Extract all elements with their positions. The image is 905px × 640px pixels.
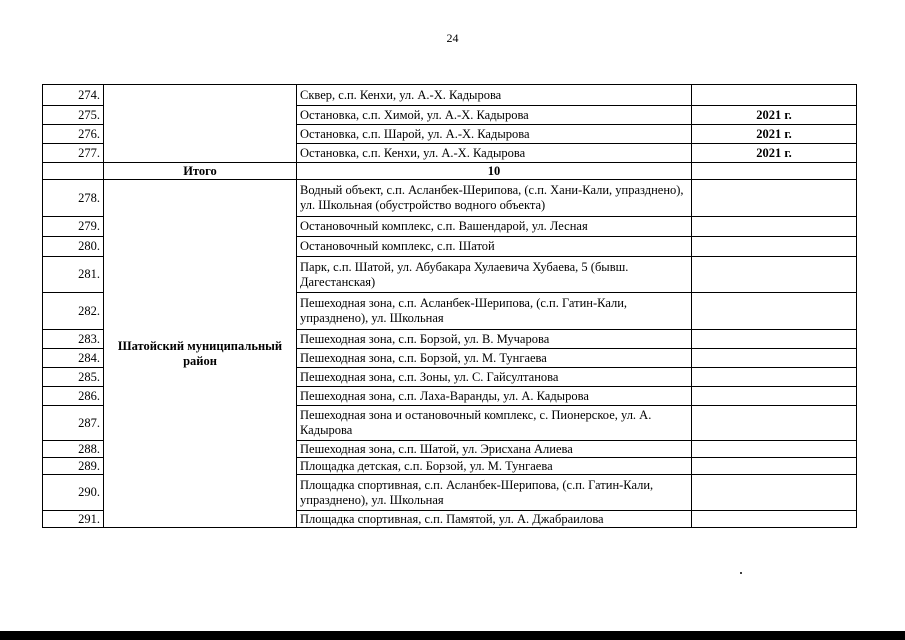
row-number: 291. (43, 511, 104, 528)
row-number: 290. (43, 475, 104, 511)
registry-table (42, 84, 857, 528)
object-description: Водный объект, с.п. Асланбек-Шерипова, (с.п. Хани-Кали, упразднено), ул. Школьная (обустройство водного объекта) (297, 180, 692, 217)
completion-year (692, 349, 857, 368)
completion-year (692, 511, 857, 528)
completion-year (692, 387, 857, 406)
row-number: 275. (43, 106, 104, 125)
total-spacer-cell (43, 163, 104, 180)
object-description: Пешеходная зона, с.п. Лаха-Варанды, ул. А. Кадырова (297, 387, 692, 406)
row-number: 280. (43, 237, 104, 257)
completion-year: 2021 г. (692, 144, 857, 163)
completion-year (692, 217, 857, 237)
object-description: Парк, с.п. Шатой, ул. Абубакара Хулаевича Хубаева, 5 (бывш. Дагестанская) (297, 257, 692, 293)
total-section (43, 163, 857, 180)
row-number: 283. (43, 330, 104, 349)
completion-year (692, 458, 857, 475)
total-label: Итого (104, 163, 297, 180)
scan-speck (740, 572, 742, 574)
object-description: Пешеходная зона и остановочный комплекс, с. Пионерское, ул. А. Кадырова (297, 406, 692, 441)
row-number: 288. (43, 441, 104, 458)
row-number: 276. (43, 125, 104, 144)
completion-year (692, 441, 857, 458)
row-number: 274. (43, 85, 104, 106)
completion-year: 2021 г. (692, 125, 857, 144)
completion-year (692, 368, 857, 387)
row-number: 289. (43, 458, 104, 475)
row-number: 279. (43, 217, 104, 237)
total-year-cell (692, 163, 857, 180)
object-description: Пешеходная зона, с.п. Зоны, ул. С. Гайсултанова (297, 368, 692, 387)
total-value: 10 (297, 163, 692, 180)
object-description: Остановочный комплекс, с.п. Шатой (297, 237, 692, 257)
total-row (43, 163, 857, 180)
completion-year (692, 237, 857, 257)
object-description: Пешеходная зона, с.п. Борзой, ул. М. Тунгаева (297, 349, 692, 368)
row-number: 277. (43, 144, 104, 163)
row-number: 278. (43, 180, 104, 217)
completion-year (692, 475, 857, 511)
row-number: 284. (43, 349, 104, 368)
completion-year (692, 293, 857, 330)
page-number: 24 (446, 31, 459, 45)
object-description: Остановочный комплекс, с.п. Вашендарой, ул. Лесная (297, 217, 692, 237)
object-description: Остановка, с.п. Кенхи, ул. А.-Х. Кадырова (297, 144, 692, 163)
row-number: 287. (43, 406, 104, 441)
district-name: Шатойский муниципальный район (104, 180, 297, 528)
object-description: Остановка, с.п. Химой, ул. А.-Х. Кадырова (297, 106, 692, 125)
scan-bottom-edge (0, 631, 905, 640)
table-row (43, 180, 857, 217)
district-cell-empty (104, 85, 297, 163)
completion-year (692, 85, 857, 106)
object-description: Площадка спортивная, с.п. Асланбек-Шерипова, (с.п. Гатин-Кали, упразднено), ул. Школьная (297, 475, 692, 511)
completion-year (692, 330, 857, 349)
row-number: 285. (43, 368, 104, 387)
completion-year (692, 257, 857, 293)
table-row (43, 85, 857, 106)
object-description: Пешеходная зона, с.п. Борзой, ул. В. Мучарова (297, 330, 692, 349)
object-description: Сквер, с.п. Кенхи, ул. А.-Х. Кадырова (297, 85, 692, 106)
completion-year: 2021 г. (692, 106, 857, 125)
object-description: Площадка спортивная, с.п. Памятой, ул. А. Джабраилова (297, 511, 692, 528)
completion-year (692, 406, 857, 441)
registry-rows-after (43, 180, 857, 528)
row-number: 281. (43, 257, 104, 293)
row-number: 286. (43, 387, 104, 406)
object-description: Остановка, с.п. Шарой, ул. А.-Х. Кадырова (297, 125, 692, 144)
registry-rows-before (43, 85, 857, 163)
completion-year (692, 180, 857, 217)
object-description: Пешеходная зона, с.п. Асланбек-Шерипова, (с.п. Гатин-Кали, упразднено), ул. Школьная (297, 293, 692, 330)
object-description: Пешеходная зона, с.п. Шатой, ул. Эрисхана Алиева (297, 441, 692, 458)
row-number: 282. (43, 293, 104, 330)
object-description: Площадка детская, с.п. Борзой, ул. М. Тунгаева (297, 458, 692, 475)
